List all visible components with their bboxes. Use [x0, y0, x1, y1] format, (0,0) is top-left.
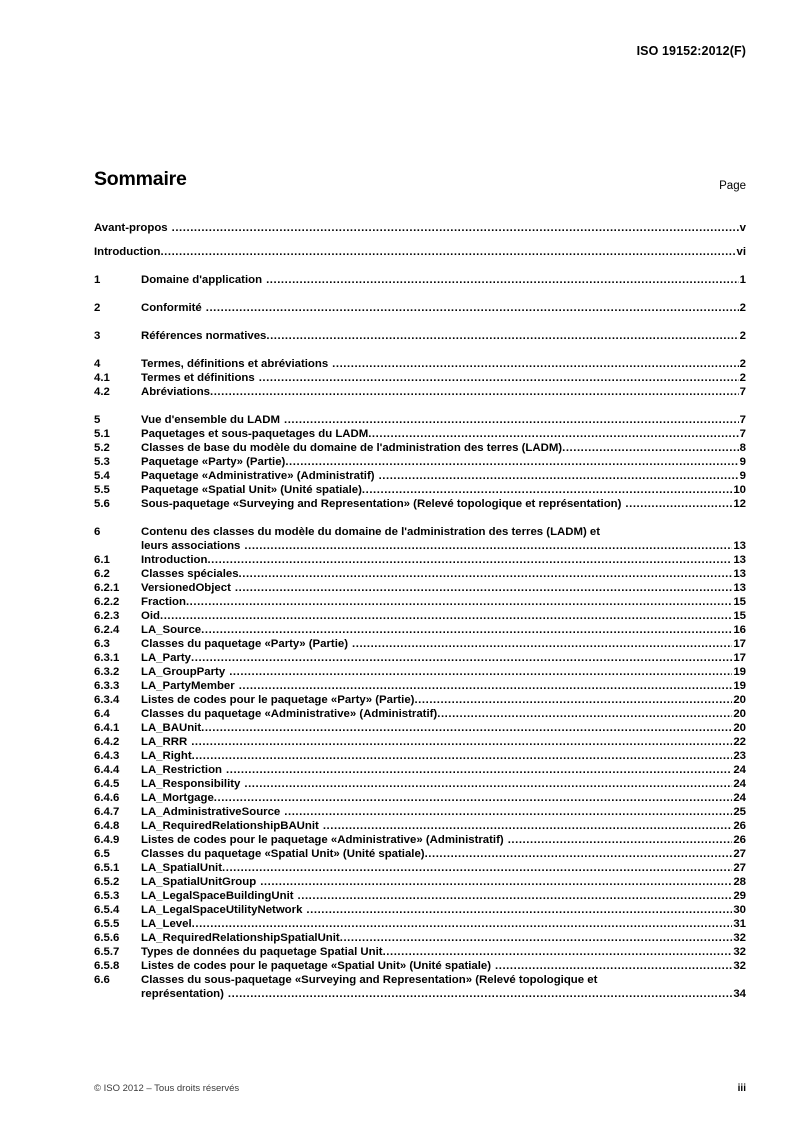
toc-entry-body: [141, 301, 746, 315]
toc-entry-label: LA_SpatialUnitGroup: [141, 876, 257, 888]
toc-entry-page-number: 13: [733, 554, 746, 566]
toc-entry-page-number: 1: [739, 274, 746, 286]
toc-entry-front-matter[interactable]: [94, 221, 746, 235]
toc-entry-label: Domaine d'application: [141, 274, 263, 286]
toc-entry-number: 4: [94, 358, 101, 370]
toc-entry-label: LA_RequiredRelationshipBAUnit: [141, 820, 319, 832]
toc-entry[interactable]: [94, 301, 746, 315]
toc-entry-label: LA_LegalSpaceUtilityNetwork: [141, 904, 303, 916]
toc-entry-body: [141, 763, 746, 777]
toc-entry-page-number: 28: [733, 876, 746, 888]
toc-entry[interactable]: [94, 819, 746, 833]
toc-entry-number: 6: [94, 526, 101, 538]
toc-entry-number: 6.4.2: [94, 736, 120, 748]
toc-dot-leader: [323, 819, 732, 833]
toc-entry[interactable]: [94, 413, 746, 427]
toc-entry-body: [141, 581, 746, 595]
toc-entry-number: 4.1: [94, 372, 110, 384]
toc-entry-number: 6.5.6: [94, 932, 120, 944]
toc-entry[interactable]: [94, 329, 746, 343]
toc-entry[interactable]: [94, 469, 746, 483]
toc-entry-number: 6.5.4: [94, 904, 120, 916]
toc-entry-label: LA_PartyMember: [141, 680, 235, 692]
toc-entry-number: 6.2.2: [94, 596, 120, 608]
toc-entry-body: [141, 945, 746, 959]
toc-entry-number: 6.4.4: [94, 764, 120, 776]
toc-entry-label: LA_Responsibility: [141, 778, 241, 790]
toc-entry-body: [141, 651, 746, 665]
toc-entry-label: LA_RRR: [141, 736, 188, 748]
toc-dot-leader: [206, 301, 739, 315]
toc-entry-number: 5.6: [94, 498, 110, 510]
toc-entry-label: Termes, définitions et abréviations: [141, 358, 329, 370]
toc-dot-leader: [266, 273, 739, 287]
toc-dot-leader: [192, 749, 733, 763]
toc-entry-number: 6.5.5: [94, 918, 120, 930]
toc-entry-body: [141, 623, 746, 637]
toc-entry-page-number: 22: [733, 736, 746, 748]
toc-entry-label: Introduction: [141, 554, 208, 566]
toc-dot-leader: [368, 427, 738, 441]
toc-entry-body: [141, 427, 746, 441]
toc-dot-leader: [191, 651, 732, 665]
toc-entry[interactable]: [94, 735, 746, 749]
toc-entry-number: 4.2: [94, 386, 110, 398]
toc-entry-number: 2: [94, 302, 101, 314]
toc-entry-number: 6.3.1: [94, 652, 120, 664]
toc-entry-label: Conformité: [141, 302, 202, 314]
toc-entry-label: Classes du paquetage «Spatial Unit» (Unité spatiale): [141, 848, 425, 860]
toc-dot-leader: [201, 623, 732, 637]
toc-entry-label-continued: leurs associations: [141, 540, 241, 552]
toc-entry[interactable]: [94, 679, 746, 693]
toc-entry-number: 6.3.3: [94, 680, 120, 692]
page-folio: iii: [737, 1083, 746, 1094]
toc-entry-label: LA_Source: [141, 624, 202, 636]
document-footer: [94, 1083, 746, 1094]
toc-entry-label: LA_RequiredRelationshipSpatialUnit: [141, 932, 340, 944]
toc-dot-leader: [425, 847, 733, 861]
toc-entry-body: [141, 329, 746, 343]
toc-entry-body: [141, 273, 746, 287]
toc-dot-leader: [340, 931, 733, 945]
toc-entry[interactable]: [94, 357, 746, 371]
toc-entry-page-number: 30: [733, 904, 746, 916]
toc-entry-body: [141, 805, 746, 819]
toc-dot-leader: [306, 903, 732, 917]
toc-entry-label: VersionedObject: [141, 582, 231, 594]
toc-entry-page-number: 19: [733, 666, 746, 678]
toc-entry-number: 6.2: [94, 568, 110, 580]
toc-entry-body: [141, 777, 746, 791]
toc-entry-label: Vue d'ensemble du LADM: [141, 414, 280, 426]
toc-entry-body: [141, 749, 746, 763]
toc-entry[interactable]: [94, 623, 746, 637]
toc-entry-number: 6.6: [94, 974, 110, 986]
toc-entry-page-number: 13: [733, 568, 746, 580]
toc-dot-leader: [186, 595, 732, 609]
toc-dot-leader: [298, 889, 733, 903]
toc-entry-body: [141, 497, 746, 511]
toc-dot-leader: [562, 441, 739, 455]
toc-entry-page-number: 26: [733, 834, 746, 846]
toc-entry-page-number: 7: [739, 386, 746, 398]
toc-entry-number: 6.3: [94, 638, 110, 650]
toc-entry-page-number: 9: [739, 470, 746, 482]
toc-entry-body: [141, 735, 746, 749]
toc-entry-number: 6.2.4: [94, 624, 120, 636]
toc-entry-label: Introduction: [94, 246, 161, 258]
toc-entry[interactable]: [94, 903, 746, 917]
toc-entry-label: LA_GroupParty: [141, 666, 226, 678]
toc-entry-page-number: 19: [733, 680, 746, 692]
toc-entry-label: LA_BAUnit: [141, 722, 202, 734]
toc-dot-leader: [260, 875, 732, 889]
toc-entry-body: [141, 455, 746, 469]
toc-entry-number: 6.5: [94, 848, 110, 860]
toc-entry-page-number: 13: [733, 582, 746, 594]
toc-entry-body: [141, 385, 746, 399]
table-of-contents: [94, 215, 746, 1001]
toc-entry-body: [94, 245, 746, 259]
toc-entry[interactable]: [94, 483, 746, 497]
toc-entry-body: [141, 847, 746, 861]
toc-dot-leader: [284, 805, 732, 819]
toc-entry-page-number: vi: [736, 246, 746, 258]
toc-entry-label: Classes spéciales: [141, 568, 239, 580]
toc-dot-leader: [235, 581, 732, 595]
toc-entry-number: 6.3.2: [94, 666, 120, 678]
toc-entry-label: Classes du paquetage «Administrative» (Administratif): [141, 708, 438, 720]
toc-entry-label: LA_AdministrativeSource: [141, 806, 281, 818]
toc-entry-page-number: 2: [739, 302, 746, 314]
toc-entry-label: Classes de base du modèle du domaine de l'administration des terres (LADM): [141, 442, 563, 454]
toc-entry-label: LA_Restriction: [141, 764, 223, 776]
toc-entry[interactable]: [94, 707, 746, 721]
toc-entry[interactable]: [94, 777, 746, 791]
toc-entry-label: Listes de codes pour le paquetage «Spatial Unit» (Unité spatiale): [141, 960, 492, 972]
toc-entry-number: 6.3.4: [94, 694, 120, 706]
toc-entry-page-number: 27: [733, 848, 746, 860]
toc-entry-page-number: 27: [733, 862, 746, 874]
toc-entry-label: LA_Party: [141, 652, 192, 664]
toc-entry-number: 6.1: [94, 554, 110, 566]
toc-entry-number: 6.4.3: [94, 750, 120, 762]
toc-entry[interactable]: [94, 595, 746, 609]
toc-dot-leader: [332, 357, 739, 371]
toc-entry-body: [141, 595, 746, 609]
toc-entry-label: Types de données du paquetage Spatial Unit: [141, 946, 383, 958]
toc-entry[interactable]: [94, 791, 746, 805]
toc-entry-number: 5: [94, 414, 101, 426]
toc-entry[interactable]: [94, 917, 746, 931]
toc-entry[interactable]: [94, 455, 746, 469]
toc-entry[interactable]: [94, 525, 746, 553]
toc-entry-body: [141, 371, 746, 385]
toc-entry-body: [94, 221, 746, 235]
toc-entry[interactable]: [94, 889, 746, 903]
toc-entry-number: 6.4.5: [94, 778, 120, 790]
toc-entry-label: Classes du sous-paquetage «Surveying and Representation» (Relevé topologique et: [141, 974, 598, 986]
toc-entry-label: LA_Right: [141, 750, 192, 762]
toc-entry-body: [141, 693, 746, 707]
toc-entry-page-number: 31: [733, 918, 746, 930]
toc-entry-number: 5.1: [94, 428, 110, 440]
toc-dot-leader: [201, 721, 732, 735]
toc-entry-label: Termes et définitions: [141, 372, 255, 384]
toc-entry-label: Abréviations: [141, 386, 210, 398]
toc-entry[interactable]: [94, 371, 746, 385]
toc-entry-page-number: 15: [733, 610, 746, 622]
toc-dot-leader: [239, 567, 733, 581]
toc-entry-body: [141, 861, 746, 875]
toc-entry[interactable]: [94, 749, 746, 763]
toc-entry-body: [141, 931, 746, 945]
toc-entry-body: [141, 413, 746, 427]
toc-entry-label: Sous-paquetage «Surveying and Representation» (Relevé topologique et représentation): [141, 498, 622, 510]
toc-entry-number: 6.4.9: [94, 834, 120, 846]
toc-entry[interactable]: [94, 721, 746, 735]
toc-entry-page-number: 20: [733, 708, 746, 720]
toc-entry-body: [141, 441, 746, 455]
toc-entry-page-number: 24: [733, 778, 746, 790]
document-header-standard-ref: ISO 19152:2012(F): [636, 44, 746, 58]
toc-entry-body: [141, 679, 746, 693]
toc-entry-page-number: 24: [733, 792, 746, 804]
toc-entry-body: [141, 959, 746, 973]
toc-entry-page-number: 12: [733, 498, 746, 510]
toc-entry-number: 3: [94, 330, 101, 342]
toc-entry-body: [141, 665, 746, 679]
toc-entry[interactable]: [94, 847, 746, 861]
toc-entry-number: 5.5: [94, 484, 110, 496]
toc-entry-number: 6.5.7: [94, 946, 120, 958]
toc-dot-leader: [210, 385, 739, 399]
toc-entry-page-number: v: [739, 222, 746, 234]
copyright-notice: © ISO 2012 – Tous droits réservés: [94, 1083, 240, 1094]
toc-entry-number: 6.4: [94, 708, 110, 720]
toc-entry-label: Paquetage «Administrative» (Administratif): [141, 470, 375, 482]
toc-entry[interactable]: [94, 609, 746, 623]
toc-entry-page-number: 25: [733, 806, 746, 818]
toc-entry-body: [141, 469, 746, 483]
toc-dot-leader: [285, 455, 738, 469]
toc-entry[interactable]: [94, 273, 746, 287]
toc-entry-label: Fraction: [141, 596, 186, 608]
toc-entry-label: Listes de codes pour le paquetage «Administrative» (Administratif): [141, 834, 504, 846]
toc-entry-page-number: 15: [733, 596, 746, 608]
toc-entry-label: Paquetages et sous-paquetages du LADM: [141, 428, 369, 440]
toc-entry-label: LA_LegalSpaceBuildingUnit: [141, 890, 294, 902]
toc-dot-leader: [244, 777, 732, 791]
toc-dot-leader: [228, 987, 732, 1001]
toc-entry-body: [141, 903, 746, 917]
toc-dot-leader: [214, 791, 733, 805]
toc-entry-body: [141, 833, 746, 847]
toc-entry-number: 5.3: [94, 456, 110, 468]
toc-entry-page-number: 32: [733, 946, 746, 958]
toc-entry-body: [141, 917, 746, 931]
toc-dot-leader: [508, 833, 733, 847]
toc-entry-page-number: 32: [733, 960, 746, 972]
toc-entry[interactable]: [94, 959, 746, 973]
toc-entry-number: 6.4.7: [94, 806, 120, 818]
toc-entry-page-number: 34: [733, 988, 746, 1000]
toc-entry-body: [141, 889, 746, 903]
toc-entry-label: Paquetage «Spatial Unit» (Unité spatiale): [141, 484, 362, 496]
toc-dot-leader: [495, 959, 732, 973]
toc-entry-number: 6.2.3: [94, 610, 120, 622]
toc-entry[interactable]: [94, 497, 746, 511]
toc-entry-body: [141, 819, 746, 833]
toc-entry-page-number: 16: [733, 624, 746, 636]
toc-entry[interactable]: [94, 441, 746, 455]
toc-entry-label-continued: représentation): [141, 988, 224, 1000]
toc-title-row: [94, 170, 746, 190]
toc-entry-body: [141, 567, 746, 581]
toc-entry[interactable]: [94, 427, 746, 441]
toc-entry-page-number: 23: [733, 750, 746, 762]
toc-dot-leader: [222, 861, 732, 875]
toc-entry-label: LA_Mortgage: [141, 792, 214, 804]
toc-entry-page-number: 20: [733, 694, 746, 706]
toc-entry-body: [141, 609, 746, 623]
toc-dot-leader: [160, 245, 735, 259]
toc-entry-page-number: 13: [733, 540, 746, 552]
toc-dot-leader: [172, 221, 739, 235]
toc-entry-number: 6.4.6: [94, 792, 120, 804]
toc-entry-body: [141, 637, 746, 651]
toc-entry-body: [141, 791, 746, 805]
page-title: Sommaire: [94, 168, 187, 190]
toc-entry[interactable]: [94, 833, 746, 847]
toc-entry-number: 5.4: [94, 470, 110, 482]
toc-dot-leader: [352, 637, 732, 651]
toc-entry-page-number: 24: [733, 764, 746, 776]
toc-entry-page-number: 17: [733, 638, 746, 650]
toc-dot-leader: [191, 735, 732, 749]
toc-entry-label: Paquetage «Party» (Partie): [141, 456, 286, 468]
toc-entry-page-number: 2: [739, 358, 746, 370]
toc-entry-page-number: 26: [733, 820, 746, 832]
toc-dot-leader: [437, 707, 732, 721]
toc-entry-page-number: 29: [733, 890, 746, 902]
toc-entry-body: [141, 483, 746, 497]
toc-dot-leader: [192, 917, 733, 931]
toc-entry[interactable]: [94, 945, 746, 959]
toc-dot-leader: [207, 553, 732, 567]
toc-dot-leader: [229, 665, 732, 679]
toc-entry-number: 5.2: [94, 442, 110, 454]
toc-entry-number: 6.4.8: [94, 820, 120, 832]
toc-entry-label: Oid: [141, 610, 160, 622]
toc-entry-number: 6.5.1: [94, 862, 120, 874]
toc-entry-page-number: 8: [739, 442, 746, 454]
toc-entry[interactable]: [94, 665, 746, 679]
toc-entry[interactable]: [94, 973, 746, 1001]
toc-dot-leader: [226, 763, 732, 777]
toc-entry-number: 6.2.1: [94, 582, 120, 594]
toc-entry[interactable]: [94, 651, 746, 665]
toc-dot-leader: [259, 371, 739, 385]
toc-entry-body: [141, 357, 746, 371]
page-column-header: Page: [719, 180, 746, 192]
toc-entry-number: 6.5.2: [94, 876, 120, 888]
toc-dot-leader: [266, 329, 738, 343]
toc-entry-label: Avant-propos: [94, 222, 168, 234]
toc-entry-label: LA_Level: [141, 918, 192, 930]
toc-dot-leader: [244, 539, 732, 553]
toc-entry[interactable]: [94, 931, 746, 945]
toc-entry[interactable]: [94, 805, 746, 819]
toc-entry[interactable]: [94, 581, 746, 595]
toc-dot-leader: [239, 679, 733, 693]
toc-entry[interactable]: [94, 553, 746, 567]
toc-entry-label: Références normatives: [141, 330, 267, 342]
toc-entry-label: Listes de codes pour le paquetage «Party» (Partie): [141, 694, 415, 706]
toc-entry[interactable]: [94, 763, 746, 777]
toc-entry-page-number: 10: [733, 484, 746, 496]
toc-entry-label: Classes du paquetage «Party» (Partie): [141, 638, 349, 650]
toc-entry-front-matter[interactable]: [94, 245, 746, 259]
toc-entry-page-number: 2: [739, 372, 746, 384]
toc-entry-page-number: 20: [733, 722, 746, 734]
toc-entry-label: Contenu des classes du modèle du domaine de l'administration des terres (LADM) et: [141, 526, 601, 538]
toc-entry-body: [141, 721, 746, 735]
toc-entry[interactable]: [94, 693, 746, 707]
toc-entry-body: [141, 875, 746, 889]
toc-entry[interactable]: [94, 385, 746, 399]
toc-dot-leader: [625, 497, 732, 511]
toc-entry[interactable]: [94, 637, 746, 651]
toc-entry-number: 6.5.8: [94, 960, 120, 972]
toc-entry[interactable]: [94, 567, 746, 581]
toc-entry-label: LA_SpatialUnit: [141, 862, 223, 874]
toc-entry-number: 6.5.3: [94, 890, 120, 902]
toc-entry-page-number: 7: [739, 428, 746, 440]
toc-entry-number: 1: [94, 274, 101, 286]
toc-entry-page-number: 2: [739, 330, 746, 342]
toc-dot-leader: [160, 609, 732, 623]
toc-entry-page-number: 7: [739, 414, 746, 426]
toc-dot-leader: [284, 413, 739, 427]
toc-entry-body: [141, 553, 746, 567]
toc-dot-leader: [383, 945, 733, 959]
toc-entry-number: 6.4.1: [94, 722, 120, 734]
toc-entry-page-number: 32: [733, 932, 746, 944]
toc-entry-page-number: 9: [739, 456, 746, 468]
toc-entry-body: [141, 707, 746, 721]
toc-entry-page-number: 17: [733, 652, 746, 664]
toc-dot-leader: [414, 693, 732, 707]
toc-dot-leader: [379, 469, 739, 483]
toc-entry[interactable]: [94, 875, 746, 889]
toc-dot-leader: [362, 483, 732, 497]
toc-entry[interactable]: [94, 861, 746, 875]
